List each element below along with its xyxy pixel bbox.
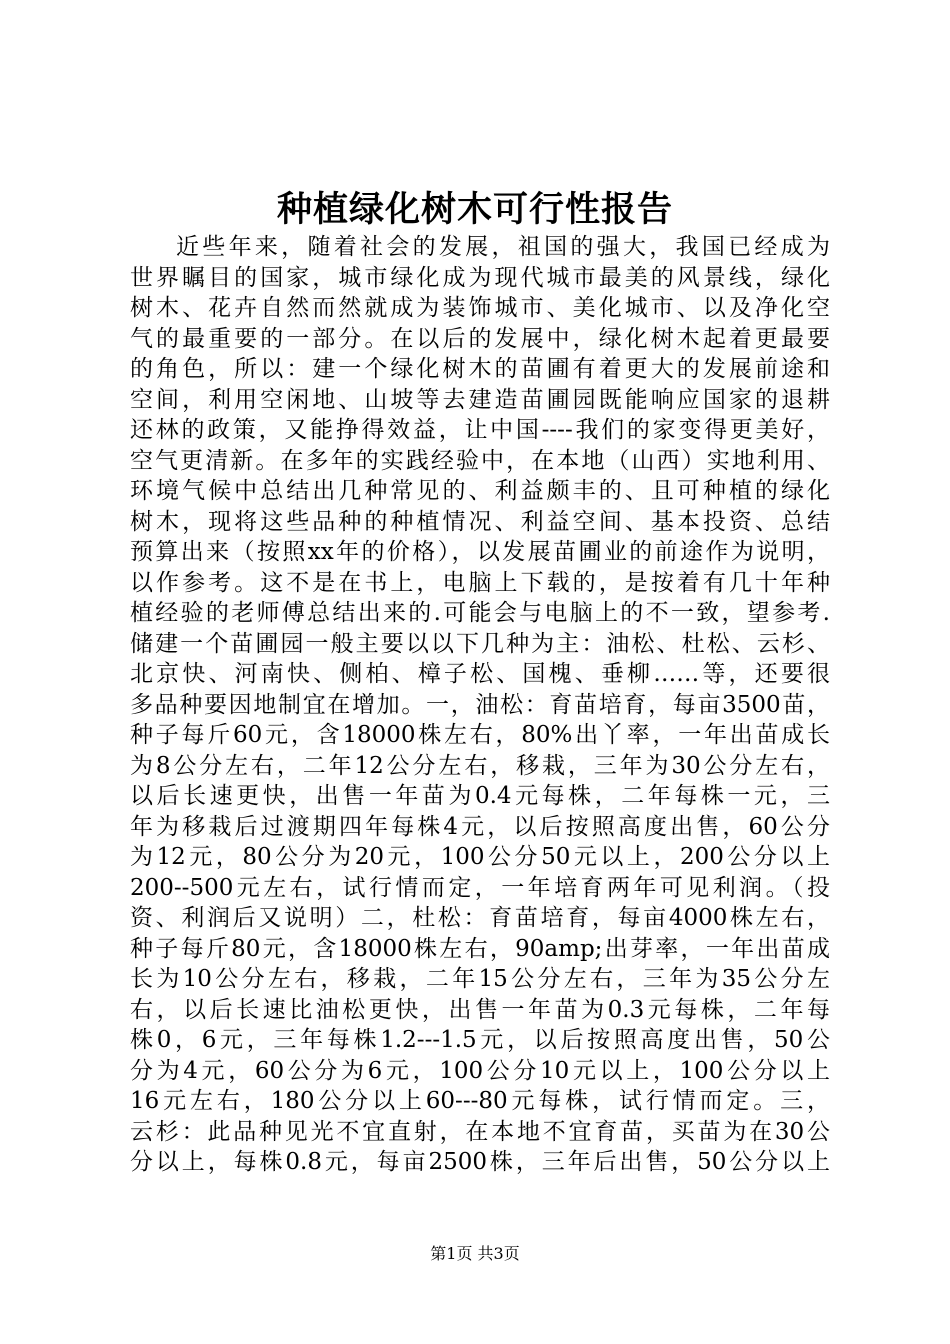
body-line: 的角色，所以：建一个绿化树木的苗圃有着更大的发展前途和 [130, 356, 830, 382]
body-line: 株0，6元，三年每株1.2---1.5元，以后按照高度出售，50公 [130, 1027, 830, 1053]
body-line: 种子每斤60元，含18000株左右，80%出丫率，一年出苗成长 [130, 722, 830, 748]
body-line: 种子每斤80元，含18000株左右，90amp;出芽率，一年出苗成 [130, 935, 830, 962]
body-line: 200--500元左右，试行情而定，一年培育两年可见利润。（投 [130, 874, 830, 901]
body-line: 储建一个苗圃园一般主要以以下几种为主：油松、杜松、云杉、 [130, 630, 830, 657]
body-line: 分为4元，60公分为6元，100公分10元以上，100公分以上 [130, 1057, 830, 1084]
body-line: 北京快、河南快、侧柏、樟子松、国槐、垂柳……等，还要很 [130, 661, 830, 687]
document-body [130, 232, 830, 1178]
body-line: 为8公分左右，二年12公分左右，移栽，三年为30公分左右， [130, 752, 830, 779]
body-line: 长为10公分左右，移栽，二年15公分左右，三年为35公分左 [130, 966, 830, 992]
page-number-footer: 第1页 共3页 [430, 1244, 520, 1263]
body-line: 空间，利用空闲地、山坡等去建造苗圃园既能响应国家的退耕 [130, 386, 830, 413]
body-line: 预算出来（按照xx年的价格），以发展苗圃业的前途作为说明， [130, 539, 830, 565]
body-line: 16元左右，180公分以上60---80元每株，试行情而定。三， [130, 1088, 830, 1114]
body-line: 气的最重要的一部分。在以后的发展中，绿化树木起着更最要 [130, 325, 830, 352]
body-line: 为12元，80公分为20元，100公分50元以上，200公分以上 [130, 844, 830, 870]
body-line: 空气更清新。在多年的实践经验中，在本地（山西）实地利用、 [130, 447, 830, 474]
body-line: 多品种要因地制宜在增加。一，油松：育苗培育，每亩3500苗， [130, 691, 830, 718]
body-line: 世界瞩目的国家，城市绿化成为现代城市最美的风景线，绿化 [130, 264, 830, 291]
body-line: 树木，现将这些品种的种植情况、利益空间、基本投资、总结 [130, 508, 830, 535]
body-line: 云杉：此品种见光不宜直射，在本地不宜育苗，买苗为在30公 [130, 1118, 830, 1145]
body-line: 以后长速更快，出售一年苗为0.4元每株，二年每株一元，三 [130, 783, 830, 809]
body-line: 资、利润后又说明）二，杜松：育苗培育，每亩4000株左右， [130, 905, 830, 931]
body-line: 还林的政策，又能挣得效益，让中国----我们的家变得更美好， [130, 417, 830, 443]
body-line: 分以上，每株0.8元，每亩2500株，三年后出售，50公分以上 [130, 1149, 830, 1175]
body-line: 右，以后长速比油松更快，出售一年苗为0.3元每株，二年每 [130, 996, 830, 1023]
body-line: 树木、花卉自然而然就成为装饰城市、美化城市、以及净化空 [130, 295, 830, 321]
document-title: 种植绿化树木可行性报告 [276, 189, 673, 230]
body-line: 年为移栽后过渡期四年每株4元，以后按照高度出售，60公分 [130, 813, 830, 840]
body-line: 以作参考。这不是在书上，电脑上下载的，是按着有几十年种 [130, 569, 830, 596]
body-line: 植经验的老师傅总结出来的.可能会与电脑上的不一致，望参考. [130, 600, 830, 626]
body-line: 近些年来，随着社会的发展，祖国的强大，我国已经成为 [176, 234, 830, 260]
body-line: 环境气候中总结出几种常见的、利益颇丰的、且可种植的绿化 [130, 478, 830, 504]
